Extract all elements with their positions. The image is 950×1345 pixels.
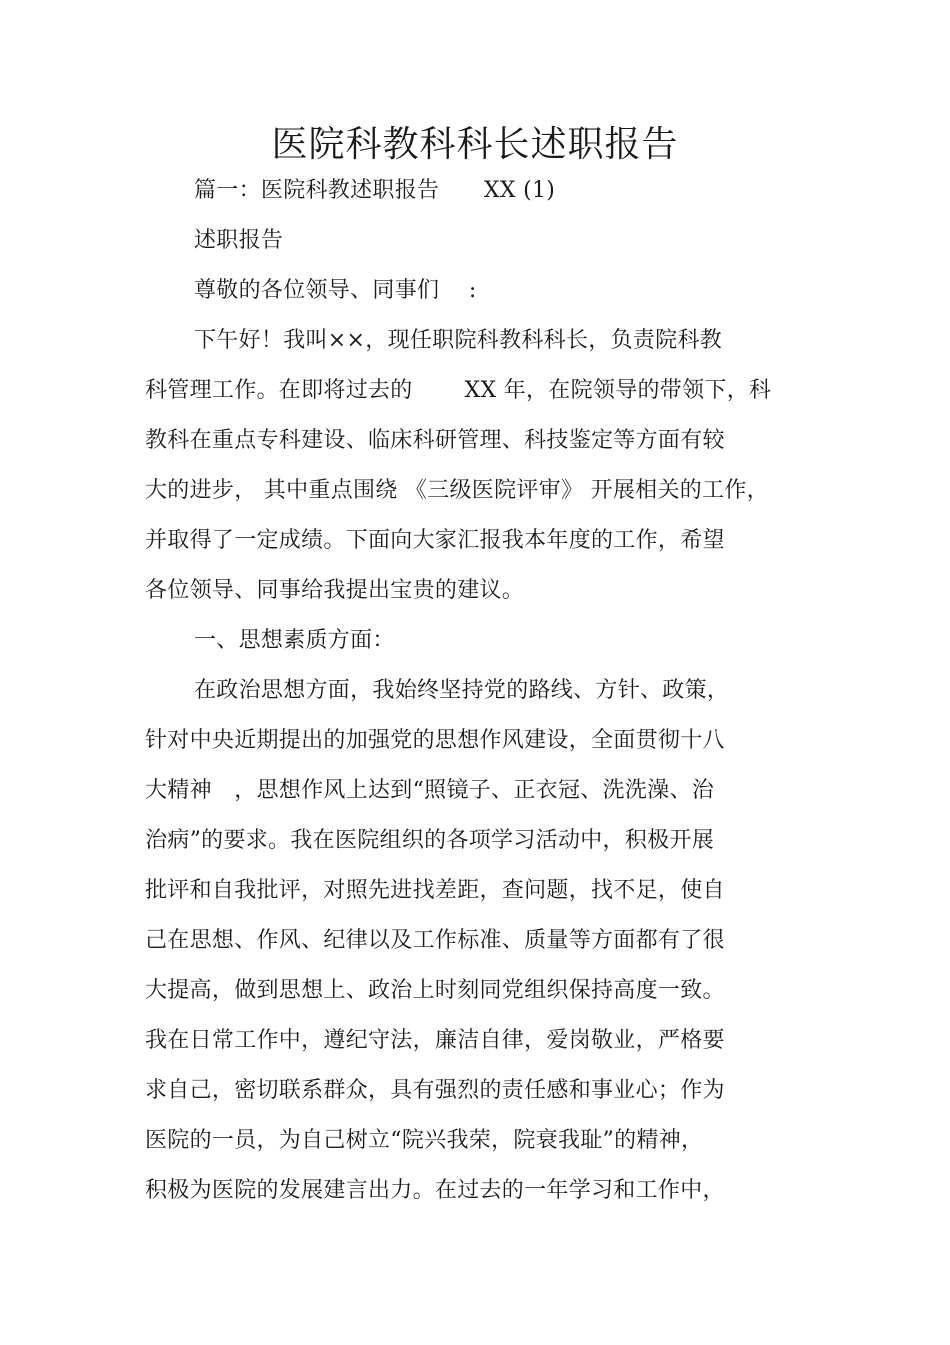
paragraph-line: 教科在重点专科建设、临床科研管理、科技鉴定等方面有较 <box>145 428 725 453</box>
paragraph-line: 批评和自我批评，对照先进找差距，查问题，找不足，使自 <box>145 878 725 903</box>
paragraph-line: 我在日常工作中，遵纪守法，廉洁自律，爱岗敬业，严格要 <box>145 1028 725 1053</box>
greeting-line: 尊敬的各位领导、同事们 : <box>194 278 477 303</box>
paragraph-line: 求自己，密切联系群众，具有强烈的责任感和事业心；作为 <box>145 1078 725 1103</box>
report-heading: 述职报告 <box>194 228 284 253</box>
section-heading: 一、思想素质方面： <box>194 628 395 653</box>
paragraph-line: 大提高，做到思想上、政治上时刻同党组织保持高度一致。 <box>145 978 725 1003</box>
paragraph-line: 医院的一员，为自己树立“院兴我荣，院衰我耻”的精神， <box>145 1128 704 1153</box>
paragraph-line: 各位领导、同事给我提出宝贵的建议。 <box>145 578 525 603</box>
paragraph-line: 大精神 ，思想作风上达到“照镜子、正衣冠、洗洗澡、治 <box>145 778 715 803</box>
paragraph-line: 治病”的要求。我在医院组织的各项学习活动中，积极开展 <box>145 828 715 853</box>
document-subtitle: 篇一：医院科教述职报告 XX (1) <box>194 178 556 203</box>
paragraph-line: 针对中央近期提出的加强党的思想作风建设，全面贯彻十八 <box>145 728 725 753</box>
paragraph-line: 并取得了一定成绩。下面向大家汇报我本年度的工作，希望 <box>145 528 725 553</box>
paragraph-line: 在政治思想方面，我始终坚持党的路线、方针、政策， <box>194 678 730 703</box>
paragraph-line: 大的进步， 其中重点围绕 《三级医院评审》 开展相关的工作， <box>145 478 769 503</box>
paragraph-line: 科管理工作。在即将过去的 XX 年，在院领导的带领下，科 <box>145 378 772 403</box>
paragraph-line: 下午好！我叫××，现任职院科教科科长，负责院科教 <box>194 328 723 353</box>
paragraph-line: 己在思想、作风、纪律以及工作标准、质量等方面都有了很 <box>145 928 725 953</box>
document-title: 医院科教科科长述职报告 <box>271 124 679 165</box>
paragraph-line: 积极为医院的发展建言出力。在过去的一年学习和工作中， <box>145 1178 725 1203</box>
